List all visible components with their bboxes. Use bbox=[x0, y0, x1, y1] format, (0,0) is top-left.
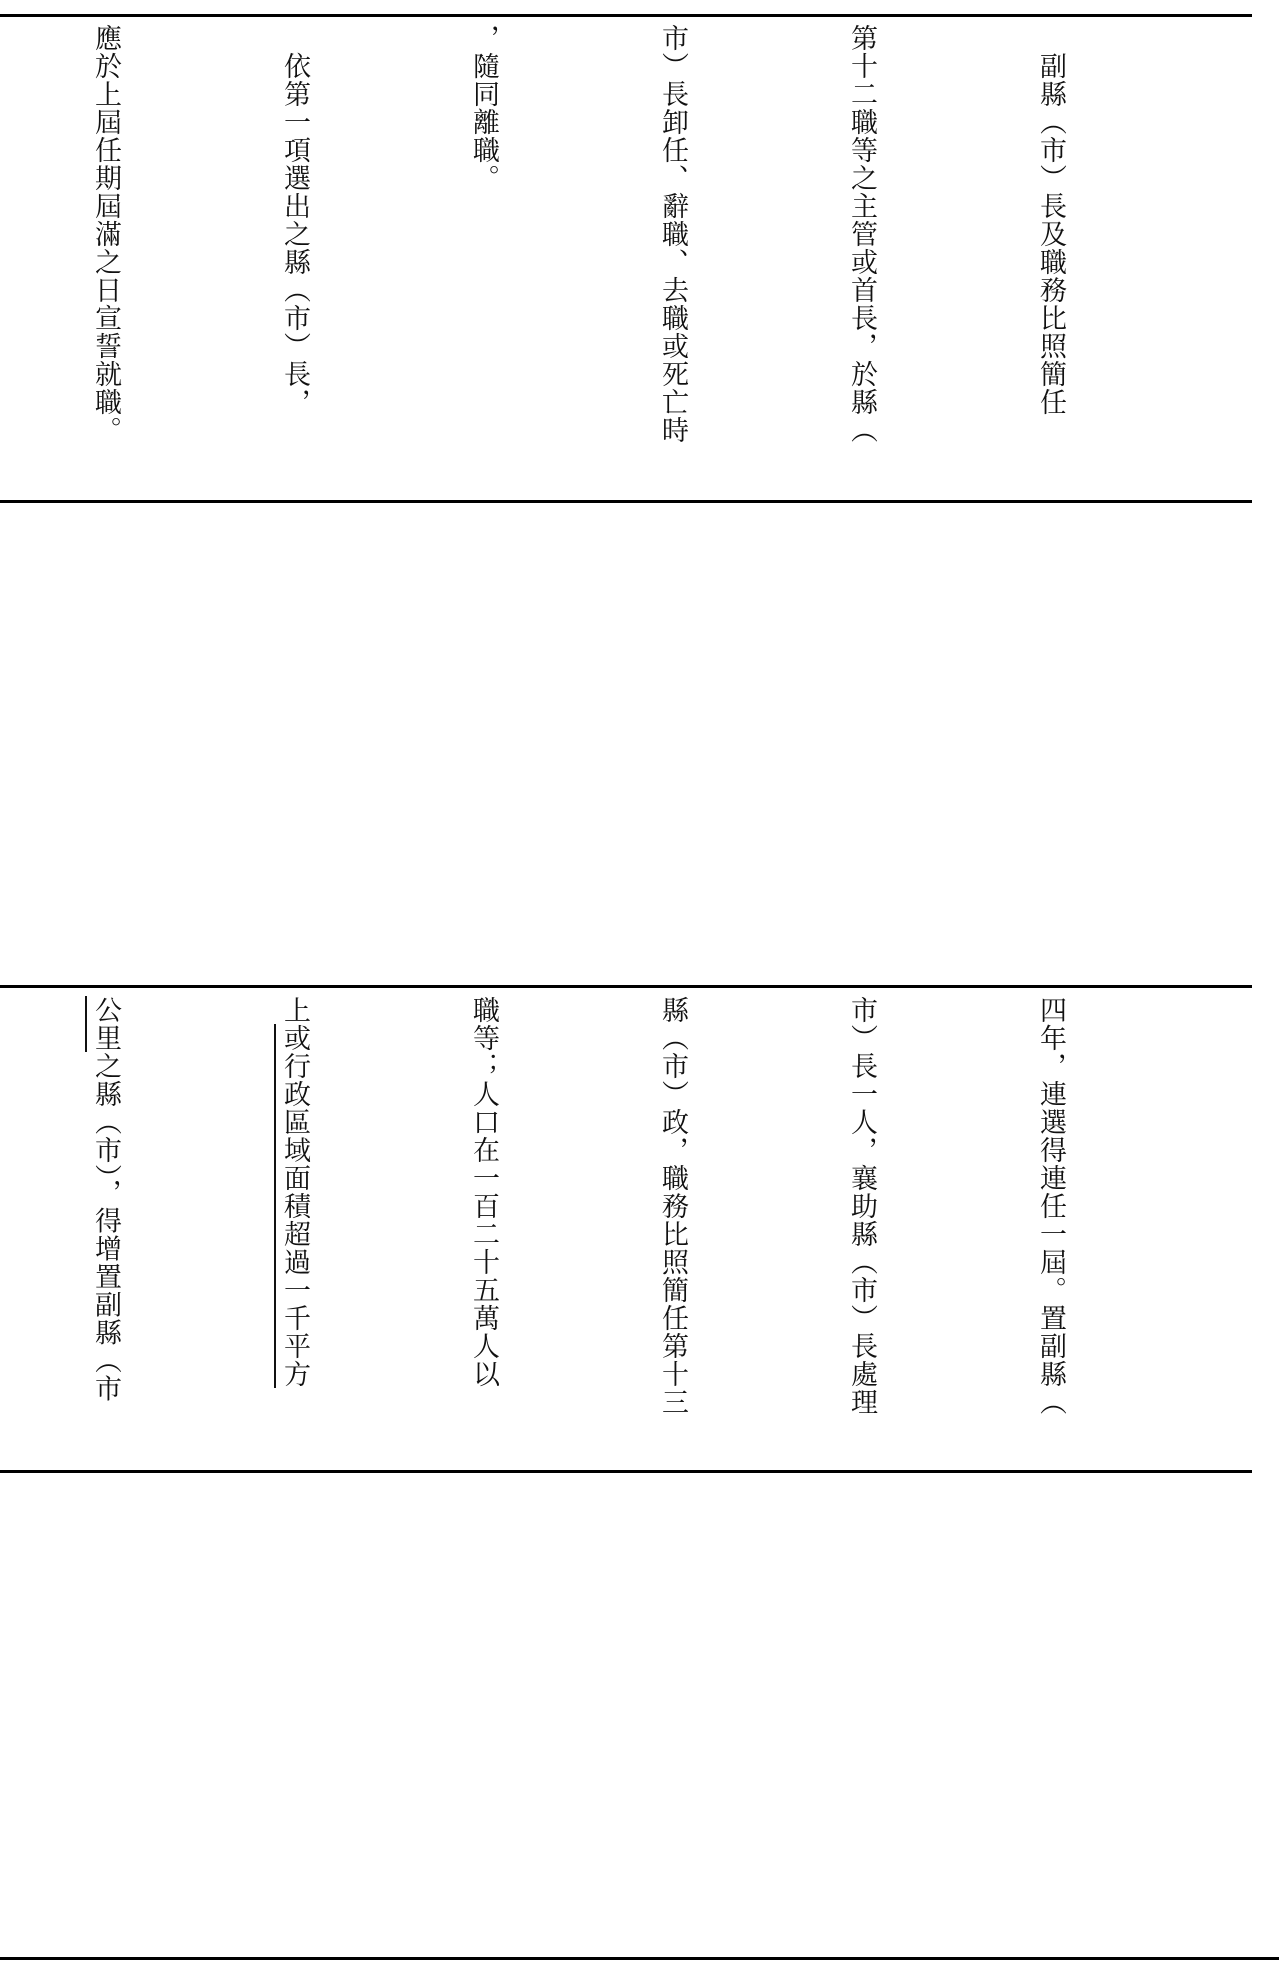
text-line: 依第一項選出之縣（市）長， bbox=[279, 52, 310, 416]
bottom-panel-top-rule bbox=[0, 985, 1252, 988]
text-line: 四年，連選得連任一屆。置副縣（ bbox=[1035, 996, 1066, 1416]
bottom-rule bbox=[0, 1957, 1279, 1960]
text-line: 第十二職等之主管或首長，於縣（ bbox=[846, 24, 877, 444]
text-line: 市）長一人，襄助縣（市）長處理 bbox=[846, 996, 877, 1416]
text-line: 公里之縣（市），得增置副縣（市 bbox=[90, 996, 121, 1403]
bottom-panel-text bbox=[0, 996, 1208, 1466]
text-line: 副縣（市）長及職務比照簡任 bbox=[1035, 52, 1066, 416]
bottom-panel-bottom-rule bbox=[0, 1470, 1252, 1473]
text-line: 市）長卸任、辭職、去職或死亡時 bbox=[657, 24, 688, 444]
top-panel-text bbox=[0, 24, 1208, 494]
text-line: ，隨同離職。 bbox=[468, 24, 499, 192]
top-rule bbox=[0, 14, 1252, 17]
text-line: 職等；人口在一百二十五萬人以 bbox=[468, 996, 499, 1388]
text-line: 縣（市）政，職務比照簡任第十三 bbox=[657, 996, 688, 1416]
text-line: 應於上屆任期屆滿之日宣誓就職。 bbox=[90, 24, 121, 444]
text-line: 上或行政區域面積超過一千平方 bbox=[279, 996, 310, 1388]
top-panel-bottom-rule bbox=[0, 500, 1252, 503]
